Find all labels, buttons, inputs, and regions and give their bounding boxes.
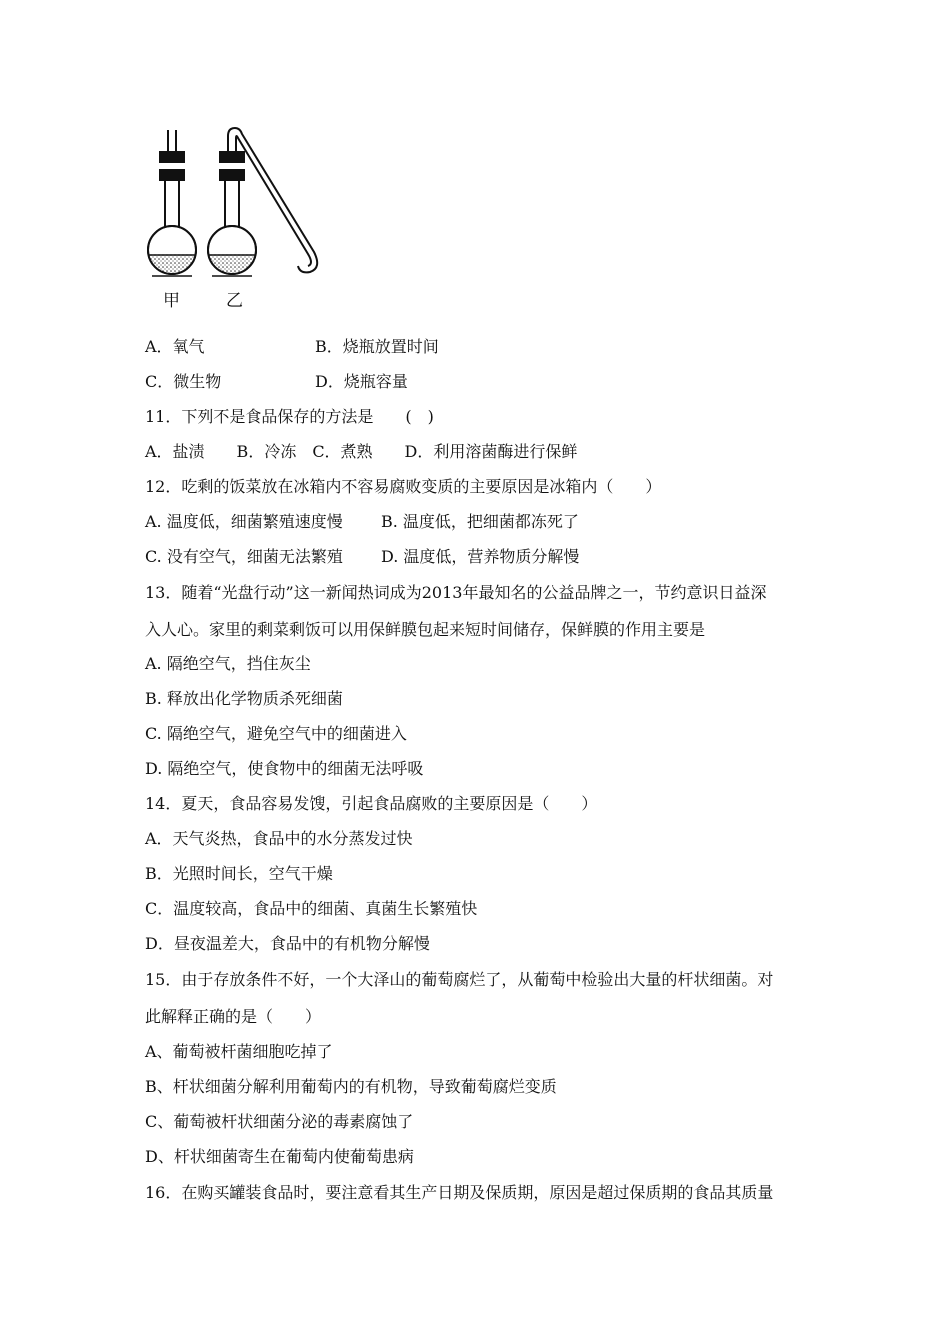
q16-stem-line-1: 16．在购买罐装食品时，要注意看其生产日期及保质期，原因是超过保质期的食品其质量: [145, 1183, 774, 1202]
q11-stem: 11．下列不是食品保存的方法是 ( ): [145, 407, 434, 426]
q12-stem: 12．吃剩的饭菜放在冰箱内不容易腐败变质的主要原因是冰箱内（ ）: [145, 477, 662, 496]
q14-option-b: B．光照时间长，空气干燥: [145, 864, 333, 883]
q15-option-d: D、杆状细菌寄生在葡萄内使葡萄患病: [145, 1147, 414, 1166]
q10-options-row-1: [145, 336, 439, 358]
q10-option-a: A．氧气: [145, 337, 205, 356]
q14-option-d: D．昼夜温差大，食品中的有机物分解慢: [145, 934, 430, 953]
q15-option-c: C、葡萄被杆状细菌分泌的毒素腐蚀了: [145, 1112, 414, 1131]
flask-jia: [148, 130, 196, 278]
q14-option-c: C．温度较高，食品中的细菌、真菌生长繁殖快: [145, 899, 478, 918]
q12-option-b: B. 温度低，把细菌都冻死了: [381, 512, 579, 531]
figure-label-yi: 乙: [226, 291, 243, 311]
q12-option-c: C. 没有空气，细菌无法繁殖: [145, 547, 343, 566]
q10-options-row-2: [145, 371, 408, 393]
q13-stem-line-2: 入人心。家里的剩菜剩饭可以用保鲜膜包起来短时间储存，保鲜膜的作用主要是: [145, 620, 706, 639]
q10-option-c: C．微生物: [145, 372, 222, 391]
q14-stem: 14．夏天，食品容易发馊，引起食品腐败的主要原因是（ ）: [145, 794, 598, 813]
q12-options-row-2: [145, 546, 580, 568]
q10-option-b: B．烧瓶放置时间: [315, 337, 439, 356]
q12-option-a: A. 温度低，细菌繁殖速度慢: [145, 512, 343, 531]
q15-stem-line-2: 此解释正确的是（ ）: [145, 1007, 322, 1026]
q14-option-a: A．天气炎热，食品中的水分蒸发过快: [145, 829, 413, 848]
q12-options-row-1: [145, 511, 579, 533]
figure-label-jia: 甲: [163, 291, 180, 311]
q13-stem-line-1: 13．随着“光盘行动”这一新闻热词成为2013年最知名的公益品牌之一，节约意识日益深: [145, 583, 767, 602]
q15-option-b: B、杆状细菌分解利用葡萄内的有机物，导致葡萄腐烂变质: [145, 1077, 557, 1096]
flask-experiment-figure: [138, 122, 338, 312]
q13-option-d: D. 隔绝空气，使食物中的细菌无法呼吸: [145, 759, 424, 778]
q10-option-d: D．烧瓶容量: [315, 372, 408, 391]
q13-option-b: B. 释放出化学物质杀死细菌: [145, 689, 343, 708]
flask-yi: [208, 128, 317, 278]
q11-options: A．盐渍 B．冷冻 C．煮熟 D．利用溶菌酶进行保鲜: [145, 442, 578, 461]
q13-option-c: C. 隔绝空气，避免空气中的细菌进入: [145, 724, 407, 743]
q12-option-d: D. 温度低，营养物质分解慢: [381, 547, 580, 566]
q13-option-a: A. 隔绝空气，挡住灰尘: [145, 654, 311, 673]
q15-option-a: A、葡萄被杆菌细胞吃掉了: [145, 1042, 333, 1061]
q15-stem-line-1: 15．由于存放条件不好，一个大泽山的葡萄腐烂了，从葡萄中检验出大量的杆状细菌。对: [145, 970, 774, 989]
